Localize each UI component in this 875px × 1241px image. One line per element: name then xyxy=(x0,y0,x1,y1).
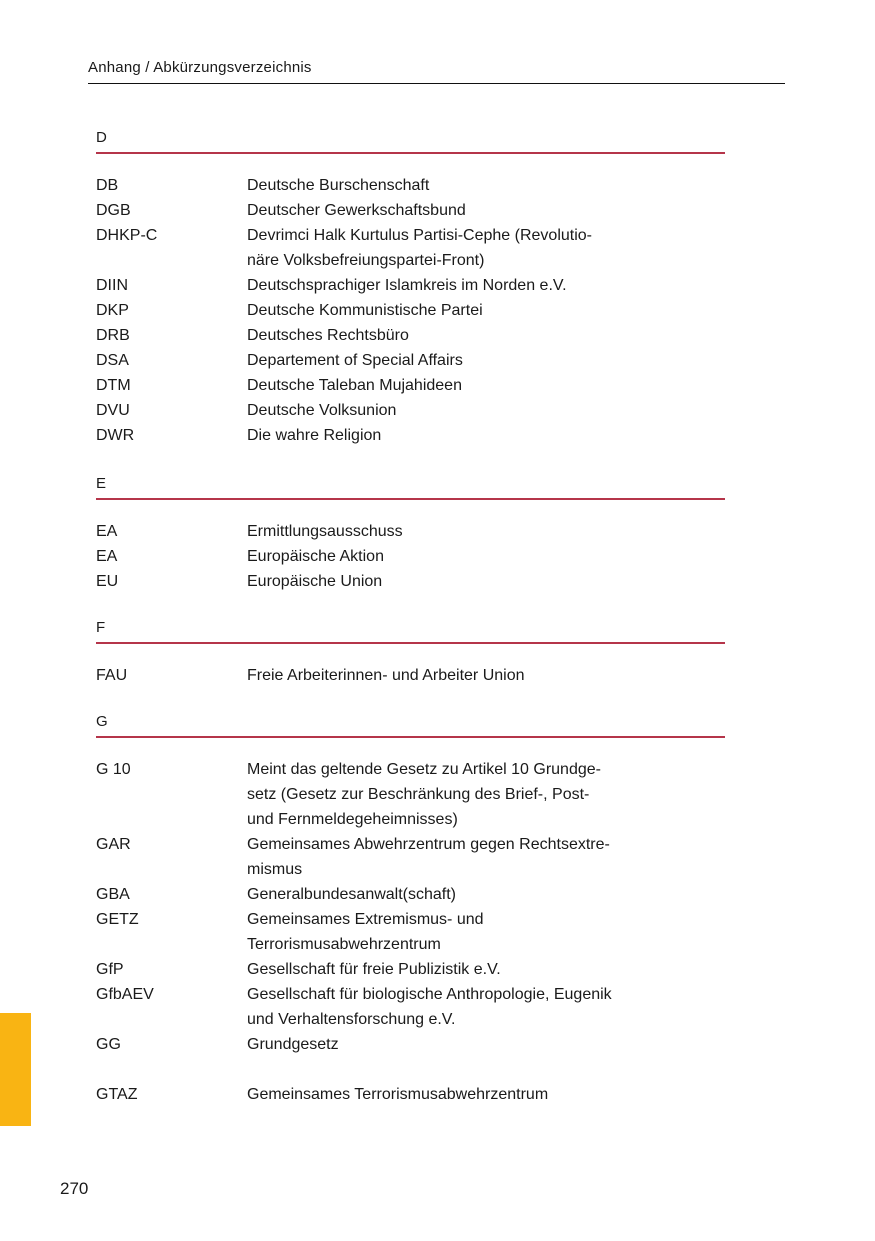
definition-line: Departement of Special Affairs xyxy=(247,352,463,369)
section-spacer xyxy=(96,448,725,474)
abbreviation-entry xyxy=(96,544,725,569)
abbreviation-term: DKP xyxy=(96,302,129,319)
definition-line: Deutsche Taleban Mujahideen xyxy=(247,377,462,394)
abbreviation-entry xyxy=(96,398,725,423)
section-spacer xyxy=(96,594,725,618)
definition-line: Gemeinsames Abwehrzentrum gegen Rechtsextre- xyxy=(247,836,610,853)
abbreviation-definition xyxy=(247,1082,725,1107)
abbreviation-definition xyxy=(247,173,725,198)
abbreviation-section xyxy=(96,618,725,712)
abbreviation-entry xyxy=(96,982,725,1032)
abbreviation-term: DTM xyxy=(96,377,131,394)
abbreviation-definition xyxy=(247,519,725,544)
running-header xyxy=(88,58,785,84)
section-letter: F xyxy=(96,619,106,636)
definition-line: Freie Arbeiterinnen- und Arbeiter Union xyxy=(247,667,525,684)
abbreviation-term: GBA xyxy=(96,886,130,903)
definition-line: Deutsches Rechtsbüro xyxy=(247,327,409,344)
abbreviation-entry xyxy=(96,223,725,273)
abbreviation-entry xyxy=(96,907,725,957)
abbreviation-term: DGB xyxy=(96,202,131,219)
abbreviation-entry xyxy=(96,663,725,688)
definition-line: Gesellschaft für biologische Anthropologie, Eugenik xyxy=(247,986,612,1003)
definition-line: Devrimci Halk Kurtulus Partisi-Cephe (Revolutio- xyxy=(247,227,592,244)
abbreviation-term: DSA xyxy=(96,352,129,369)
abbreviation-term: DB xyxy=(96,177,119,194)
definition-line: näre Volksbefreiungspartei-Front) xyxy=(247,252,485,269)
section-letter: E xyxy=(96,475,107,492)
abbreviation-term: GfP xyxy=(96,961,124,978)
abbreviation-definition xyxy=(247,273,725,298)
abbreviation-section xyxy=(96,712,725,1107)
definition-line: Deutsche Volksunion xyxy=(247,402,397,419)
definition-line: Grundgesetz xyxy=(247,1036,339,1053)
abbreviation-definition xyxy=(247,757,725,832)
abbreviation-term: GG xyxy=(96,1036,121,1053)
section-letter: G xyxy=(96,713,108,730)
abbreviation-entry xyxy=(96,323,725,348)
definition-line: Gemeinsames Terrorismusabwehrzentrum xyxy=(247,1086,549,1103)
abbreviation-entry xyxy=(96,957,725,982)
abbreviation-definition xyxy=(247,398,725,423)
abbreviation-term: DVU xyxy=(96,402,130,419)
definition-line: Deutsche Kommunistische Partei xyxy=(247,302,483,319)
abbreviation-entry xyxy=(96,569,725,594)
definition-line: Die wahre Religion xyxy=(247,427,382,444)
definition-line: Gemeinsames Extremismus- und xyxy=(247,911,484,928)
abbreviation-term: DWR xyxy=(96,427,135,444)
abbreviation-term: FAU xyxy=(96,667,128,684)
section-rule xyxy=(96,152,725,154)
abbreviation-term: DIIN xyxy=(96,277,128,294)
header-rule xyxy=(88,83,785,84)
entry-list xyxy=(96,519,725,594)
definition-line: Gesellschaft für freie Publizistik e.V. xyxy=(247,961,501,978)
abbreviation-definition xyxy=(247,569,725,594)
abbreviation-term: GETZ xyxy=(96,911,139,928)
abbreviation-term: EA xyxy=(96,523,118,540)
entry-list xyxy=(96,757,725,1107)
margin-tab-indicator xyxy=(0,1013,31,1126)
abbreviation-entry xyxy=(96,832,725,882)
abbreviation-entry xyxy=(96,348,725,373)
abbreviation-term: DRB xyxy=(96,327,130,344)
abbreviation-definition xyxy=(247,423,725,448)
abbreviation-definition xyxy=(247,298,725,323)
abbreviation-entry xyxy=(96,273,725,298)
definition-line: und Verhaltensforschung e.V. xyxy=(247,1011,456,1028)
definition-line: setz (Gesetz zur Beschränkung des Brief-, Post- xyxy=(247,786,590,803)
abbreviation-definition xyxy=(247,982,725,1032)
definition-line: Deutsche Burschenschaft xyxy=(247,177,430,194)
abbreviation-definition xyxy=(247,223,725,273)
abbreviation-definition xyxy=(247,373,725,398)
abbreviation-list xyxy=(96,128,796,1107)
section-letter: D xyxy=(96,129,107,146)
definition-line: mismus xyxy=(247,861,303,878)
abbreviation-entry xyxy=(96,423,725,448)
abbreviation-entry xyxy=(96,1082,725,1107)
definition-line: Meint das geltende Gesetz zu Artikel 10 Grundge- xyxy=(247,761,601,778)
abbreviation-definition xyxy=(247,198,725,223)
abbreviation-term: GfbAEV xyxy=(96,986,154,1003)
abbreviation-entry xyxy=(96,298,725,323)
abbreviation-definition xyxy=(247,323,725,348)
definition-line: Ermittlungsausschuss xyxy=(247,523,403,540)
abbreviation-definition xyxy=(247,663,725,688)
definition-line: Europäische Union xyxy=(247,573,383,590)
abbreviation-term: EA xyxy=(96,548,118,565)
section-rule xyxy=(96,498,725,500)
entry-list xyxy=(96,173,725,448)
abbreviation-section xyxy=(96,474,725,618)
section-rule xyxy=(96,642,725,644)
page-number: 270 xyxy=(60,1179,89,1198)
abbreviation-entry xyxy=(96,1032,725,1057)
abbreviation-entry xyxy=(96,519,725,544)
abbreviation-entry xyxy=(96,198,725,223)
definition-line: Deutschsprachiger Islamkreis im Norden e.V. xyxy=(247,277,567,294)
abbreviation-entry xyxy=(96,373,725,398)
abbreviation-definition xyxy=(247,907,725,957)
abbreviation-definition xyxy=(247,544,725,569)
section-spacer xyxy=(96,688,725,712)
abbreviation-definition xyxy=(247,882,725,907)
definition-line: Europäische Aktion xyxy=(247,548,384,565)
entry-list xyxy=(96,663,725,688)
abbreviation-term: GAR xyxy=(96,836,131,853)
abbreviation-definition xyxy=(247,832,725,882)
running-header-text: Anhang / Abkürzungsverzeichnis xyxy=(88,59,312,76)
abbreviation-entry xyxy=(96,757,725,832)
abbreviation-term: EU xyxy=(96,573,119,590)
definition-line: Generalbundesanwalt(schaft) xyxy=(247,886,457,903)
abbreviation-section xyxy=(96,128,725,474)
abbreviation-entry xyxy=(96,173,725,198)
abbreviation-term: G 10 xyxy=(96,761,131,778)
definition-line: Terrorismusabwehrzentrum xyxy=(247,936,441,953)
definition-line: Deutscher Gewerkschaftsbund xyxy=(247,202,466,219)
abbreviation-term: GTAZ xyxy=(96,1086,138,1103)
section-rule xyxy=(96,736,725,738)
abbreviation-definition xyxy=(247,1032,725,1057)
abbreviation-entry xyxy=(96,882,725,907)
abbreviation-term: DHKP-C xyxy=(96,227,158,244)
definition-line: und Fernmeldegeheimnisses) xyxy=(247,811,458,828)
abbreviation-definition xyxy=(247,348,725,373)
abbreviation-definition xyxy=(247,957,725,982)
